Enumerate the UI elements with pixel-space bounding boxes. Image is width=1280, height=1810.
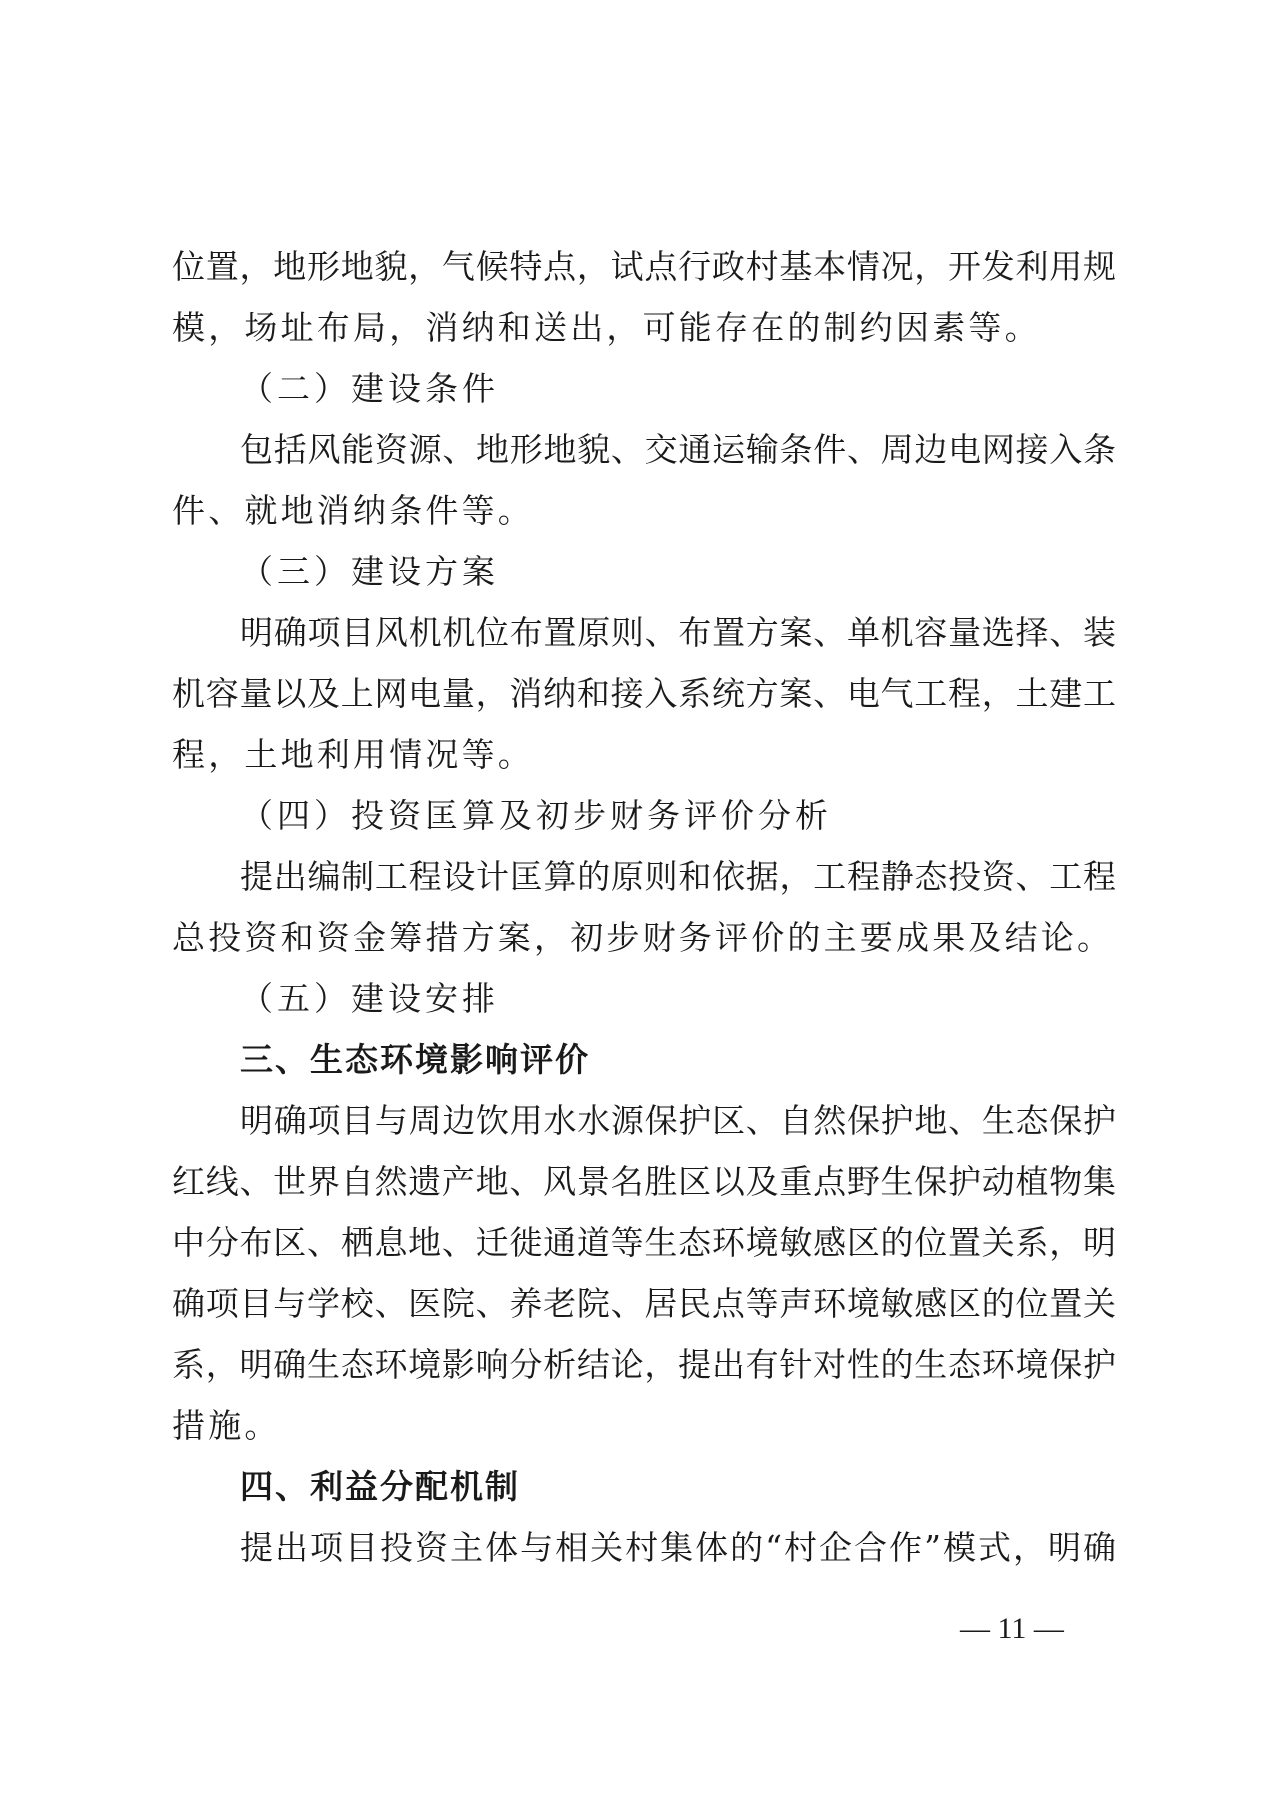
paragraph-line: 机容量以及上网电量，消纳和接入系统方案、电气工程，土建工: [172, 674, 1116, 713]
paragraph-line: 模，场址布局，消纳和送出，可能存在的制约因素等。: [172, 308, 1041, 347]
paragraph-line: 总投资和资金筹措方案，初步财务评价的主要成果及结论。: [172, 918, 1114, 957]
paragraph-line: 系，明确生态环境影响分析结论，提出有针对性的生态环境保护: [172, 1345, 1116, 1384]
paragraph-line: 提出编制工程设计匡算的原则和依据，工程静态投资、工程: [240, 857, 1116, 896]
subheading-construction-plan: （三）建设方案: [240, 552, 499, 591]
paragraph-line: 件、就地消纳条件等。: [172, 491, 534, 530]
paragraph-line: 红线、世界自然遗产地、风景名胜区以及重点野生保护动植物集: [172, 1162, 1116, 1201]
subheading-investment-estimate: （四）投资匡算及初步财务评价分析: [240, 796, 832, 835]
paragraph-line: 位置，地形地貌，气候特点，试点行政村基本情况，开发利用规: [172, 247, 1116, 286]
paragraph-line: 提出项目投资主体与相关村集体的“村企合作”模式，明确: [240, 1528, 1116, 1567]
section-heading-ecological-impact: 三、生态环境影响评价: [240, 1040, 590, 1079]
paragraph-line: 确项目与学校、医院、养老院、居民点等声环境敏感区的位置关: [172, 1284, 1116, 1323]
paragraph-line: 措施。: [172, 1406, 281, 1445]
paragraph-line: 程，土地利用情况等。: [172, 735, 534, 774]
subheading-construction-conditions: （二）建设条件: [240, 369, 499, 408]
paragraph-line: 明确项目风机机位布置原则、布置方案、单机容量选择、装: [240, 613, 1116, 652]
page-number: — 11 —: [960, 1612, 1064, 1645]
paragraph-line: 中分布区、栖息地、迁徙通道等生态环境敏感区的位置关系，明: [172, 1223, 1116, 1262]
section-heading-benefit-distribution: 四、利益分配机制: [240, 1467, 520, 1506]
paragraph-line: 包括风能资源、地形地貌、交通运输条件、周边电网接入条: [240, 430, 1116, 469]
document-body: [172, 236, 1116, 1578]
subheading-construction-schedule: （五）建设安排: [240, 979, 499, 1018]
paragraph-line: 明确项目与周边饮用水水源保护区、自然保护地、生态保护: [240, 1101, 1116, 1140]
